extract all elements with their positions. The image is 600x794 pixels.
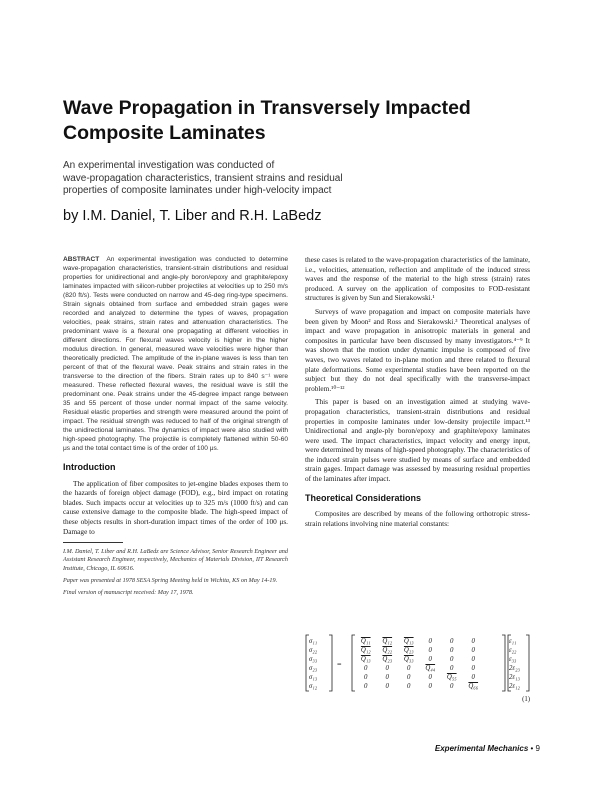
journal-name: Experimental Mechanics <box>434 744 529 753</box>
matrix-row: Q₁₃ Q₂₃ Q₃₃ 0 0 0 <box>360 656 475 663</box>
right-column <box>305 255 530 532</box>
section-heading-introduction: Introduction <box>63 462 116 472</box>
intro-paragraph: The application of fiber composites to jet-engine blades exposes them to the hazards of foreign object damage (FOD), e.g., bird impact on rotating blades. Such impacts occur at velocities up to 325 m/s (1000 ft/s) and can cause extensive damage to the composite blade. The high-speed impact of these objects results in short-duration impact times of the order of 100 μs. Damage to <box>63 478 288 536</box>
matrix-row: 0 0 0 0 Q₅₅ 0 <box>364 674 475 681</box>
left-column <box>63 255 288 601</box>
subtitle-line: An experimental investigation was conducted of <box>63 160 275 171</box>
stiffness-matrix <box>355 637 484 691</box>
footnote-authors: I.M. Daniel, T. Liber and R.H. LaBedz are Science Advisor, Senior Research Engineer and Assistant Research Engineer, respectively, Mechanics of Materials Division, IIT Research Institute, Chicago, IL 60616. <box>63 548 288 572</box>
abstract-label: ABSTRACT <box>63 256 100 263</box>
body-paragraph: Surveys of wave propagation and impact on composite materials have been given by Moon² and Ross and Sierakowski.³ Theoretical analyses of impact and wave propagation in anisotropic materials in general and composites in particular have been discussed by many investigators.⁴⁻⁹ It was shown that the motion under dynamic impulse is composed of five waves, two waves related to in-plane motion and three related to flexural plate deformations. Some experimental studies have been reported on the subject but they do not deal specifically with the transverse-impact problem.¹⁰⁻¹² <box>305 306 530 393</box>
subtitle-line: wave-propagation characteristics, transient strains and residual <box>63 172 343 184</box>
footnote-final-version: Final version of manuscript received: May 17, 1978. <box>63 588 194 596</box>
paper-title <box>63 96 543 146</box>
footnote-presented: Paper was presented at 1978 SESA Spring Meeting held in Wichita, KS on May 14-19. <box>63 576 278 584</box>
abstract-text: An experimental investigation was conducted to determine wave-propagation characteristics, transient-strain distributions and residual properties for unidirectional and angle-ply boron/epoxy and graphite/epoxy laminates impacted with silicon-rubber projectiles at velocities up to 250 m/s (820 ft/s). Tests were conducted on narrow and 45-deg ring-type specimens. Strain signals obtained from surface and embedded strain gages were recorded and analyzed to determine the types of waves, propagation velocities, peak strains, strain rates and attenuation characteristics. The predominant wave is a flexural one propagating at different velocities in different directions. For flexural waves velocity is higher in the higher modulus direction. In general, measured wave velocities were higher than theoretically predicted. The amplitude of the in-plane waves is less than ten percent of that of the flexural wave. Peak strains and strain rates in the transverse to the direction of the fibers. Strain rates up to 840 s⁻¹ were measured. These reflected flexural waves, the residual wave is still the predominant one. Peak strains under the 45-degree impact range between 35 and 55 percent of those under normal impact of the same velocity. Residual elastic properties and strength were measured around the point of impact. The residual strength was reduced to half of the original strength of the unidirectional laminates. The dynamics of impact were also studied with high-speed photography. The projectile is completely flattened within 50-60 μs and the total contact time is of the order of 100 μs. <box>63 256 288 452</box>
matrix-row: Q₁₂ Q₂₂ Q₂₃ 0 0 0 <box>360 647 475 654</box>
equation-stress-strain <box>305 634 530 692</box>
section-heading-theory: Theoretical Considerations <box>305 492 422 503</box>
stress-vector: σ₁₁ σ₂₂ σ₃₃ σ₂₃ σ₁₃ σ₁₂ <box>309 638 318 690</box>
page-number: 9 <box>535 744 540 753</box>
matrix-row: Q₁₁ Q₁₂ Q₁₃ 0 0 0 <box>360 638 475 645</box>
footnote-divider <box>63 542 123 543</box>
body-paragraph: Composites are described by means of the following orthotropic stress-strain relations involving nine material constants: <box>305 509 530 528</box>
body-paragraph: these cases is related to the wave-propagation characteristics of the laminate, i.e., velocities, attenuation, reflection and amplitude of the induced stress waves and the response of the material to the high stress (strain) rates produced. A survey on the application of composites to FOD-resistant structures is given by Sun and Sierakowski.¹ <box>305 255 530 303</box>
footer-bullet: • <box>530 744 534 753</box>
page-footer <box>420 744 540 753</box>
paper-subtitle <box>63 160 463 198</box>
title-line-1: Wave Propagation in Transversely Impacted <box>63 97 471 119</box>
strain-vector: ε₁₁ ε₂₂ ε₃₃ 2ε₂₃ 2ε₁₃ 2ε₁₂ <box>509 638 520 690</box>
equation-number: (1) <box>522 696 530 703</box>
matrix-row: 0 0 0 Q₄₄ 0 0 <box>364 665 475 672</box>
matrix-row: 0 0 0 0 0 Q₆₆ <box>364 683 479 690</box>
equals-sign: = <box>337 660 342 669</box>
abstract <box>63 255 288 453</box>
author-byline: by I.M. Daniel, T. Liber and R.H. LaBedz <box>63 208 322 224</box>
title-line-2: Composite Laminates <box>63 122 266 144</box>
body-paragraph: This paper is based on an investigation aimed at studying wave-propagation characteristics, transient-strain distributions and residual properties in composite laminates under low-density projectile impact.¹³ Unidirectional and angle-ply boron/epoxy and graphite/epoxy laminates were used. The impact characteristics, impact velocity and energy input, were determined by means of high-speed photography. The characteristics of the induced strain pulses were studied by means of surface and embedded strain gages. Impact damage was assessed by measuring residual properties of the laminates after impact. <box>305 397 530 484</box>
subtitle-line: properties of composite laminates under high-velocity impact <box>63 185 332 197</box>
